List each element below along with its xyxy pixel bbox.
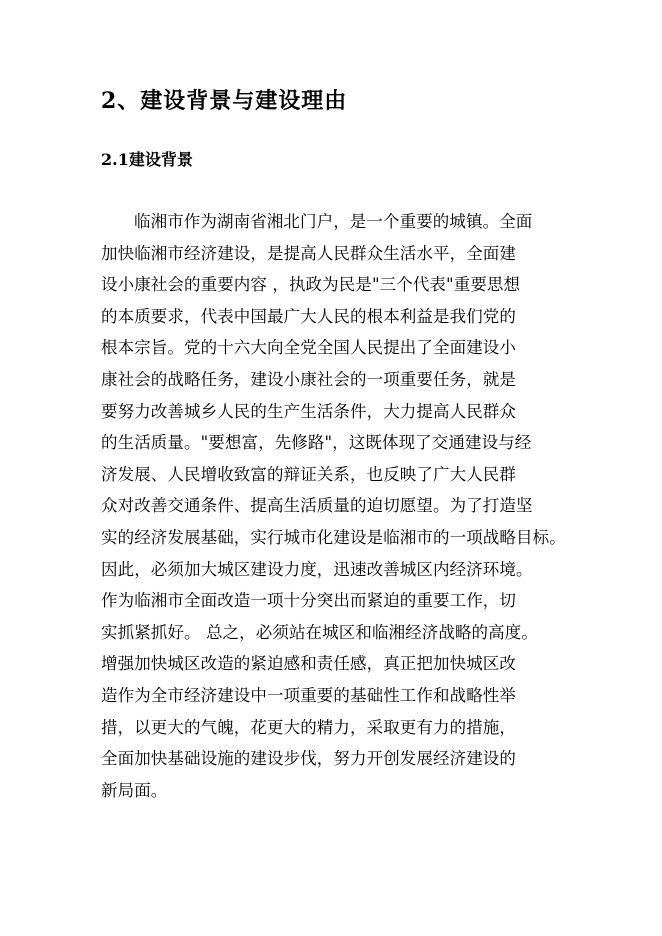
paragraph-line: 加快临湘市经济建设，是提高人民群众生活水平，全面建 (101, 243, 516, 263)
paragraph-line: 作为临湘市全面改造一项十分突出而紧迫的重要工作，切 (101, 591, 516, 611)
paragraph-line: 增强加快城区改造的紧迫感和责任感，真正把加快城区改 (101, 654, 516, 674)
subsection-heading: 2.1建设背景 (101, 150, 193, 169)
section-heading: 2、建设背景与建设理由 (101, 88, 348, 114)
paragraph-line: 要努力改善城乡人民的生产生活条件，大力提高人民群众 (101, 401, 516, 421)
body-paragraph (101, 206, 571, 806)
paragraph-line: 新局面。 (101, 780, 168, 800)
paragraph-line: 的生活质量。"要想富，先修路"，这既体现了交通建设与经 (101, 433, 532, 453)
paragraph-line: 因此，必须加大城区建设力度，迅速改善城区内经济环境。 (101, 559, 533, 579)
paragraph-line: 的本质要求，代表中国最广大人民的根本利益是我们党的 (101, 306, 516, 326)
paragraph-line: 措，以更大的气魄，花更大的精力，采取更有力的措施， (101, 717, 516, 737)
paragraph-line: 实的经济发展基础，实行城市化建设是临湘市的一项战略目标。 (101, 527, 566, 547)
paragraph-line: 设小康社会的重要内容 ，执政为民是"三个代表"重要思想 (101, 275, 521, 295)
paragraph-line: 康社会的战略任务，建设小康社会的一项重要任务，就是 (101, 369, 516, 389)
paragraph-line: 临湘市作为湖南省湘北门户，是一个重要的城镇。全面 (134, 212, 533, 231)
paragraph-line: 济发展、人民增收致富的辩证关系，也反映了广大人民群 (101, 464, 516, 484)
paragraph-line: 实抓紧抓好。 总之，必须站在城区和临湘经济战略的高度。 (101, 622, 538, 642)
paragraph-line: 众对改善交通条件、提高生活质量的迫切愿望。为了打造坚 (101, 496, 533, 516)
paragraph-line: 根本宗旨。党的十六大向全党全国人民提出了全面建设小 (101, 338, 516, 358)
paragraph-line: 造作为全市经济建设中一项重要的基础性工作和战略性举 (101, 685, 516, 705)
paragraph-line: 全面加快基础设施的建设步伐，努力开创发展经济建设的 (101, 749, 516, 769)
